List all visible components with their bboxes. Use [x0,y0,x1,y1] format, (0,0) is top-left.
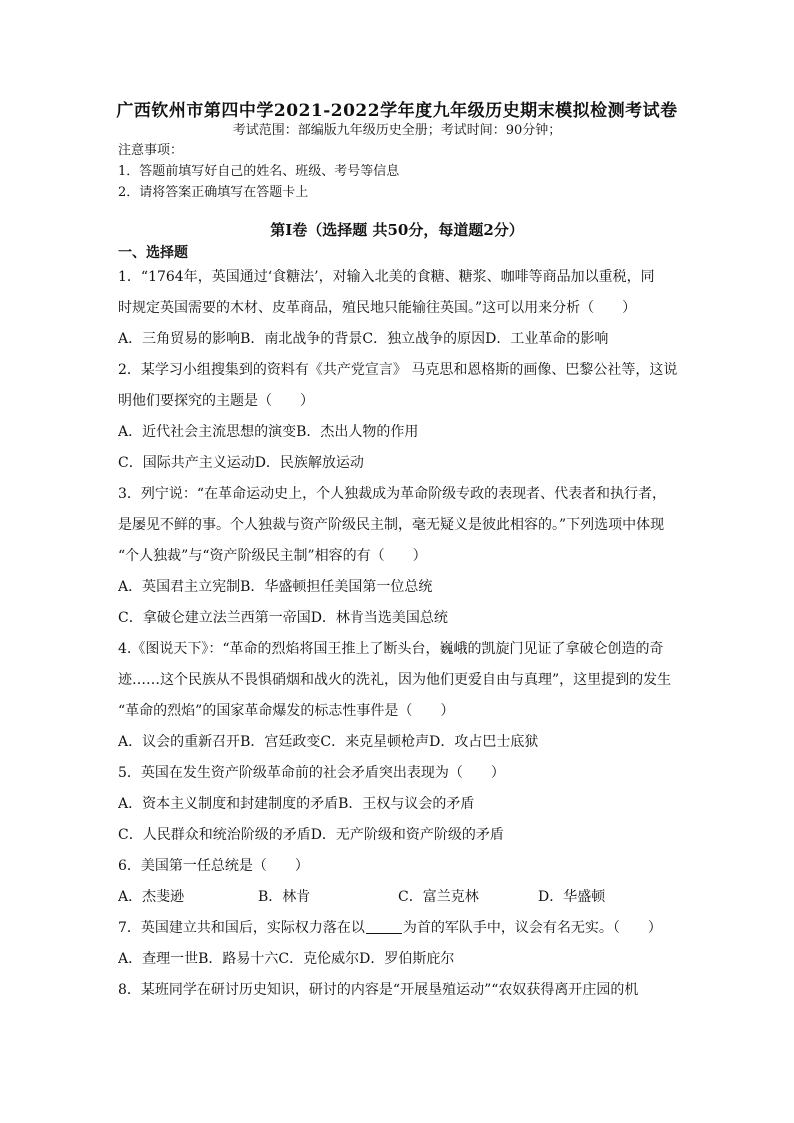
question-6-line: 6．美国第一任总统是（ ） [118,858,309,874]
notes-heading: 注意事项： [118,143,184,158]
question-3-line: 3．列宁说：“在革命运动史上，个人独裁成为革命阶级专政的表现者、代表者和执行者， [118,486,667,502]
question-5-line: 5．英国在发生资产阶级革命前的社会矛盾突出表现为（ ） [118,765,505,781]
question-6-options [118,882,680,913]
question-5-options: A．资本主义制度和封建制度的矛盾B．王权与议会的矛盾 [118,796,475,812]
question-4-line: 4.《图说天下》：“革命的烈焰将国王推上了断头台，巍峨的凯旋门见证了拿破仑创造的奇 [118,641,664,657]
question-3-options: C．拿破仑建立法兰西第一帝国D．林肯当选美国总统 [118,610,448,626]
questions-body [118,262,680,1006]
question-5-options: C．人民群众和统治阶级的矛盾D．无产阶级和资产阶级的矛盾 [118,827,504,843]
question-2-line: 2．某学习小组搜集到的资料有《共产党宣言》 马克思和恩格斯的画像、巴黎公社等，这说 [118,362,678,378]
question-3-options: A．英国君主立宪制B．华盛顿担任美国第一位总统 [118,579,433,595]
question-4-line: 迹……这个民族从不畏惧硝烟和战火的洗礼，因为他们更爱自由与真理”，这里提到的发生 [118,672,672,688]
exam-title: 广西钦州市第四中学2021-2022学年度九年级历史期末模拟检测考试卷 [116,101,678,121]
question-7-line [118,913,680,944]
option-a: A．杰斐逊 [118,889,185,905]
part-heading: 一、选择题 [118,245,188,261]
question-3-line: “个人独裁”与“资产阶级民主制”相容的有（ ） [118,548,427,564]
question-1-line: 1．“1764年，英国通过‘食糖法’，对输入北美的食糖、糖浆、咖啡等商品加以重税，同 [118,269,655,285]
note-item: 1．答题前填写好自己的姓名、班级、考号等信息 [118,164,400,179]
question-1-line: 时规定英国需要的木材、皮革商品，殖民地只能输往英国。”这可以用来分析（ ） [118,300,637,316]
question-4-line: “革命的烈焰”的国家革命爆发的标志性事件是（ ） [118,703,455,719]
question-2-options: A．近代社会主流思想的演变B．杰出人物的作用 [118,424,419,440]
option-d: D．华盛顿 [538,889,606,905]
question-4-options: A．议会的重新召开B．宫廷政变C．来克星顿枪声D．攻占巴士底狱 [118,734,539,750]
section-title: 第I卷（选择题 共50分，每道题2分） [270,221,524,239]
question-2-options: C．国际共产主义运动D．民族解放运动 [118,455,364,471]
option-c: C．富兰克林 [398,889,479,905]
note-item: 2．请将答案正确填写在答题卡上 [118,185,309,200]
fill-blank [366,917,402,934]
option-b: B．林肯 [258,889,311,905]
question-7-options: A．查理一世B．路易十六C．克伦威尔D．罗伯斯庇尔 [118,951,455,967]
question-7-text: 为首的军队手中，议会有名无实。（ ） [402,920,662,936]
question-1-options: A．三角贸易的影响B．南北战争的背景C．独立战争的原因D．工业革命的影响 [118,331,609,347]
question-8-line: 8．某班同学在研讨历史知识，研讨的内容是“开展垦殖运动”“农奴获得离开庄园的机 [118,982,639,998]
notes-block [118,140,698,203]
exam-subtitle: 考试范围：部编版九年级历史全册；考试时间：90分钟； [232,123,562,138]
question-3-line: 是屡见不鲜的事。个人独裁与资产阶级民主制，毫无疑义是彼此相容的。”下列选项中体现 [118,517,665,533]
question-7-text: 7．英国建立共和国后，实际权力落在以 [118,920,365,936]
question-2-line: 明他们要探究的主题是（ ） [118,393,314,409]
